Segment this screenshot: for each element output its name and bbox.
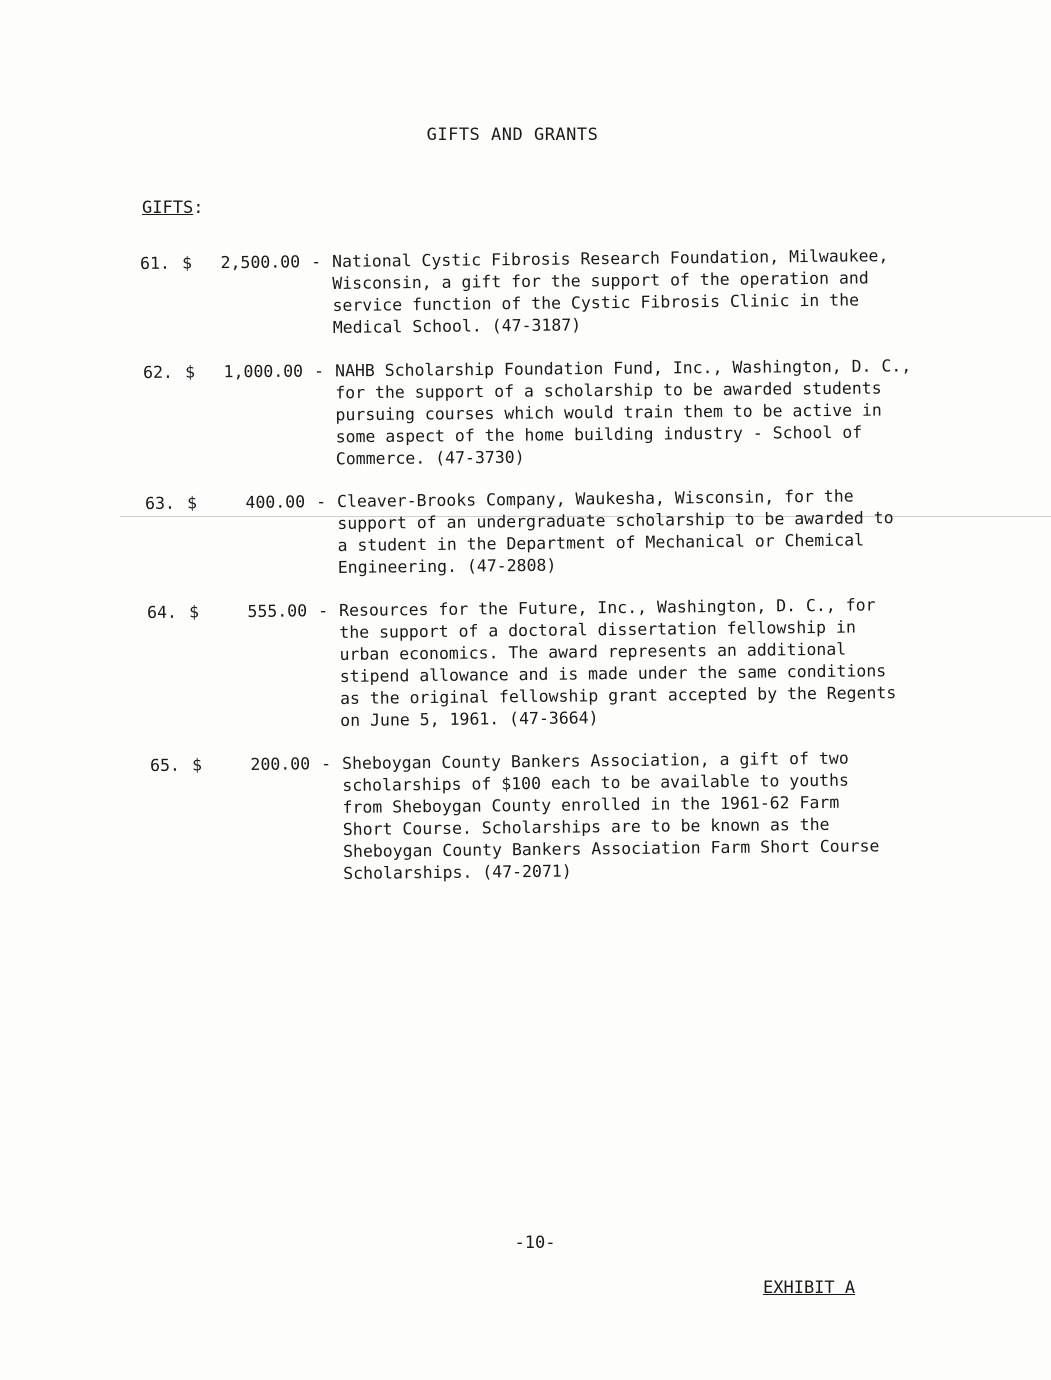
- exhibit-label: EXHIBIT A: [763, 1278, 856, 1298]
- entry-dash: -: [311, 252, 322, 272]
- entry-dollar-sign: $: [189, 602, 200, 622]
- entry-dash: -: [318, 601, 329, 621]
- entry-amount: 1,000.00: [223, 361, 304, 382]
- entry-number: 62.: [143, 362, 173, 382]
- gift-entry: [140, 245, 941, 341]
- entry-amount: 200.00: [250, 754, 311, 774]
- entry-dash: -: [314, 361, 325, 381]
- entry-amount: 2,500.00: [220, 252, 301, 273]
- section-heading-colon: :: [193, 198, 204, 218]
- gift-entry: [147, 594, 948, 734]
- entry-number: 64.: [147, 602, 178, 622]
- entry-dash: -: [316, 492, 327, 512]
- gift-entry: [150, 747, 951, 887]
- entry-amount: 400.00: [245, 492, 306, 512]
- gift-entries-list: [140, 246, 940, 908]
- section-heading: [142, 198, 203, 218]
- entry-number: 65.: [150, 755, 181, 775]
- entry-description: NAHB Scholarship Foundation Fund, Inc., Washington, D. C., for the support of a scholarship to be awarded students pursuing courses which would train them to be active in some aspect of the home building industry - School of Commerce. (47-3730): [335, 356, 912, 469]
- page-number: -10-: [514, 1233, 556, 1253]
- entry-dollar-sign: $: [182, 253, 193, 273]
- entry-number: 63.: [145, 493, 176, 513]
- document-title: GIFTS AND GRANTS: [426, 125, 599, 145]
- entry-description: Resources for the Future, Inc., Washington, D. C., for the support of a doctoral dissertation fellowship in urban economics. The award represents an additional stipend allowance and is made under the same conditions as the original fellowship grant accepted by the Regents on June 5, 1961. (47-3664): [338, 595, 897, 730]
- entry-description: Cleaver-Brooks Company, Waukesha, Wisconsin, for the support of an undergraduate scholarship to be awarded to a student in the Department of Mechanical or Chemical Engineering. (47-2808): [336, 486, 894, 577]
- gift-entry: [143, 355, 944, 472]
- entry-amount: 555.00: [247, 601, 308, 621]
- entry-dollar-sign: $: [185, 362, 196, 382]
- entry-dollar-sign: $: [187, 493, 198, 513]
- entry-dollar-sign: $: [192, 755, 203, 775]
- entry-number: 61.: [140, 253, 171, 273]
- entry-description: National Cystic Fibrosis Research Foundation, Milwaukee, Wisconsin, a gift for the support of the operation and service function of the Cystic Fibrosis Clinic in the Medical School. (47-3187): [331, 246, 889, 337]
- section-heading-label: GIFTS: [142, 198, 194, 218]
- entry-description: Sheboygan County Bankers Association, a gift of two scholarships of $100 each to be available to youths from Sheboygan County enrolled in the 1961-62 Farm Short Course. Scholarships are to be known as the Sheboygan County Bankers Association Farm Short Course Scholarships. (47-2071): [341, 748, 880, 883]
- entry-dash: -: [321, 754, 332, 774]
- gift-entry: [145, 485, 946, 581]
